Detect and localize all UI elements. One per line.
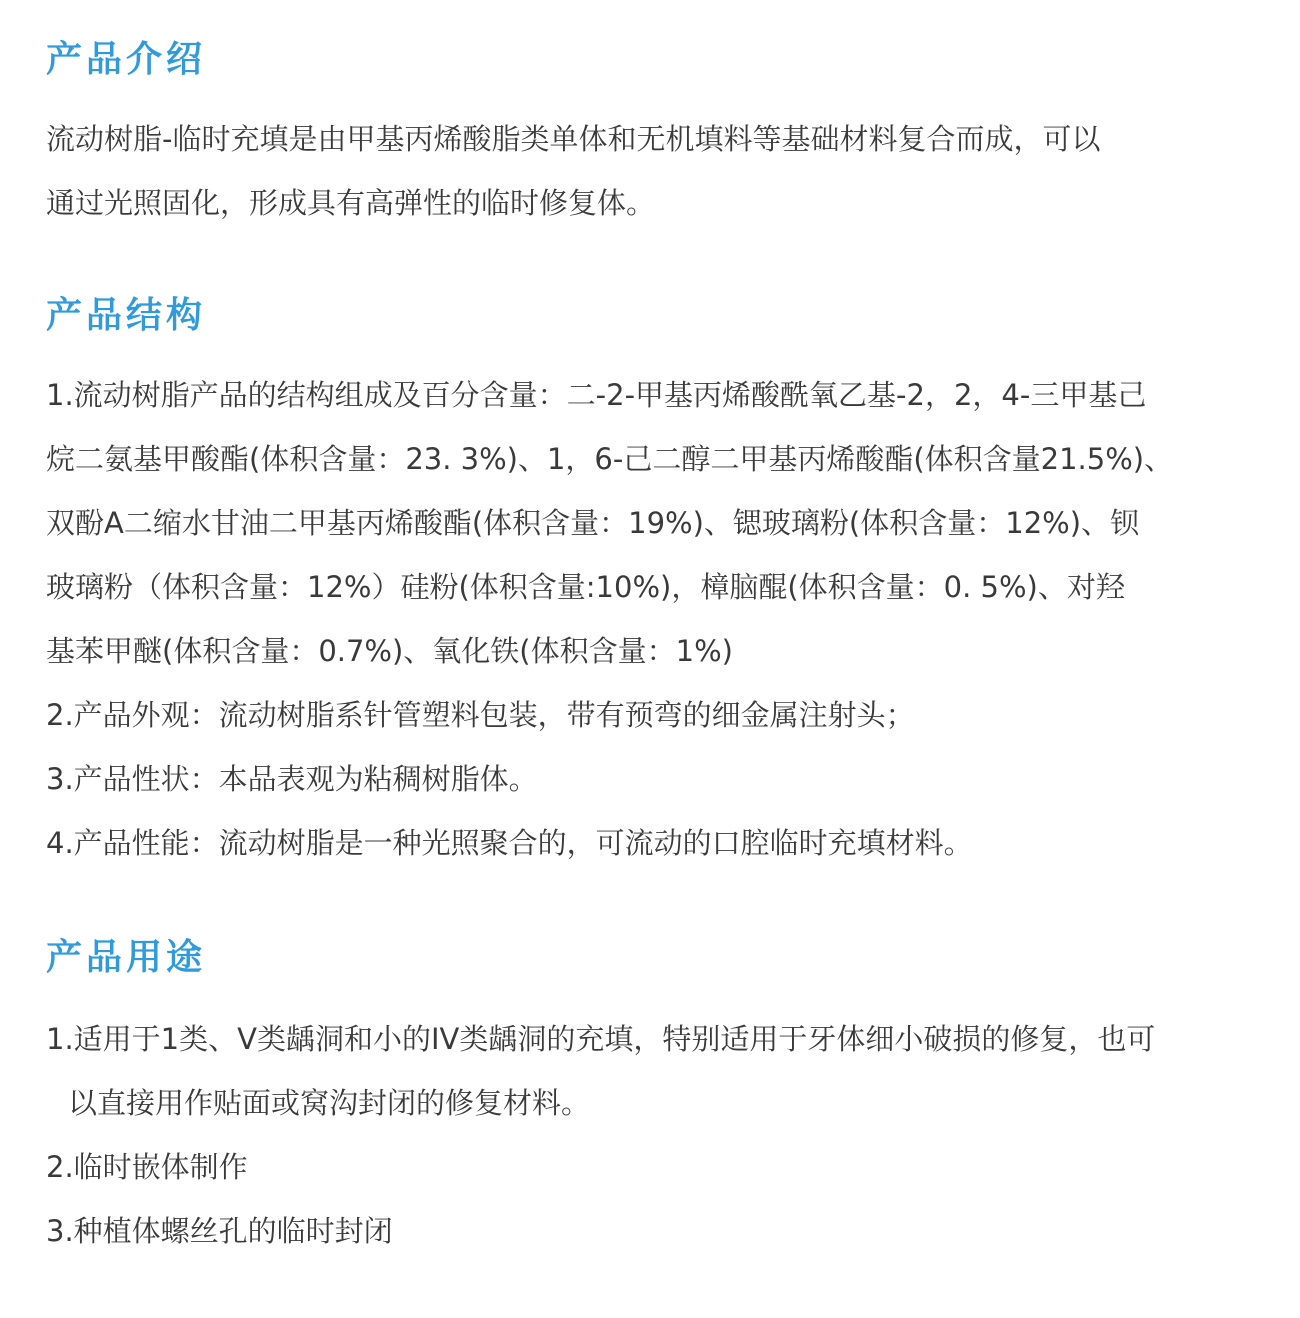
usage-line: 3.种植体螺丝孔的临时封闭 — [46, 1214, 393, 1248]
section-heading-structure: 产品结构 — [46, 295, 207, 336]
structure-line: 玻璃粉（体积含量：12%）硅粉(体积含量:10%)，樟脑醌(体积含量：0. 5%)、对羟 — [46, 570, 1125, 604]
usage-line: 2.临时嵌体制作 — [46, 1150, 248, 1184]
section-product-usage — [46, 936, 1246, 1263]
section-product-intro — [46, 38, 1246, 235]
section-product-structure — [46, 294, 1246, 875]
structure-body — [46, 363, 1246, 875]
intro-line: 流动树脂-临时充填是由甲基丙烯酸脂类单体和无机填料等基础材料复合而成，可以 — [46, 122, 1101, 156]
structure-line: 双酚A二缩水甘油二甲基丙烯酸酯(体积含量：19%)、锶玻璃粉(体积含量：12%)、钡 — [46, 506, 1140, 540]
structure-line: 2.产品外观：流动树脂系针管塑料包装，带有预弯的细金属注射头； — [46, 698, 915, 732]
section-heading-usage: 产品用途 — [46, 937, 207, 978]
intro-body — [46, 107, 1246, 235]
usage-body — [46, 1007, 1246, 1263]
section-heading-intro: 产品介绍 — [46, 39, 207, 80]
usage-line: 1.适用于1类、V类龋洞和小的IV类龋洞的充填，特别适用于牙体细小破损的修复，也可 — [46, 1022, 1156, 1056]
structure-line: 3.产品性状：本品表观为粘稠树脂体。 — [46, 762, 538, 796]
structure-line: 1.流动树脂产品的结构组成及百分含量：二-2-甲基丙烯酸酰氧乙基-2，2，4-三甲基己 — [46, 378, 1147, 412]
intro-line: 通过光照固化，形成具有高弹性的临时修复体。 — [46, 186, 656, 220]
usage-line: 以直接用作贴面或窝沟封闭的修复材料。 — [68, 1086, 591, 1120]
structure-line: 4.产品性能：流动树脂是一种光照聚合的，可流动的口腔临时充填材料。 — [46, 826, 973, 860]
structure-line: 烷二氨基甲酸酯(体积含量：23. 3%)、1，6-己二醇二甲基丙烯酸酯(体积含量21.5%)、 — [46, 442, 1174, 476]
structure-line: 基苯甲醚(体积含量：0.7%)、氧化铁(体积含量：1%) — [46, 634, 733, 668]
